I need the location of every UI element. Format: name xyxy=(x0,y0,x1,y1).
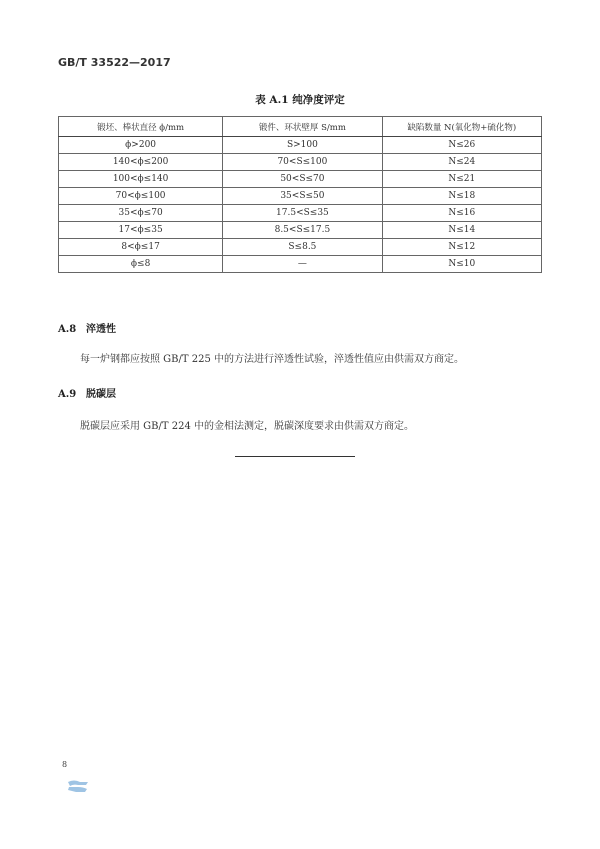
table-cell: 8<ϕ≤17 xyxy=(59,239,223,256)
section-body-a9: 脱碳层应采用 GB/T 224 中的金相法测定，脱碳深度要求由供需双方商定。 xyxy=(80,421,414,432)
table-title: 表 A.1 纯净度评定 xyxy=(255,94,345,106)
section-number: A.9 xyxy=(58,389,77,400)
table-row xyxy=(59,171,542,188)
table-row xyxy=(59,222,542,239)
table-row xyxy=(59,137,542,154)
table-row xyxy=(59,154,542,171)
table-cell: — xyxy=(223,256,382,273)
table-row xyxy=(59,239,542,256)
table-cell: 70<S≤100 xyxy=(223,154,382,171)
table-cell: 35<ϕ≤70 xyxy=(59,205,223,222)
purity-rating-table xyxy=(58,116,542,273)
section-title: 脱碳层 xyxy=(86,389,116,400)
table-cell: N≤16 xyxy=(382,205,541,222)
table-cell: 140<ϕ≤200 xyxy=(59,154,223,171)
column-header-diameter: 锻坯、棒状直径 ϕ/mm xyxy=(59,117,223,137)
column-header-defect-count: 缺陷数量 N(氧化物+硫化物) xyxy=(382,117,541,137)
table-cell: N≤14 xyxy=(382,222,541,239)
section-heading-a9 xyxy=(58,385,116,400)
section-number: A.8 xyxy=(58,324,77,335)
table-cell: N≤21 xyxy=(382,171,541,188)
section-heading-a8 xyxy=(58,320,116,335)
table-cell: 35<S≤50 xyxy=(223,188,382,205)
table-cell: N≤10 xyxy=(382,256,541,273)
table-row xyxy=(59,188,542,205)
table-cell: 70<ϕ≤100 xyxy=(59,188,223,205)
table-cell: N≤26 xyxy=(382,137,541,154)
column-header-wall-thickness: 锻件、环状壁厚 S/mm xyxy=(223,117,382,137)
logo-mark-icon xyxy=(66,778,90,794)
table-cell: 17.5<S≤35 xyxy=(223,205,382,222)
table-row xyxy=(59,256,542,273)
table-cell: ϕ≤8 xyxy=(59,256,223,273)
end-divider xyxy=(235,456,355,457)
table-cell: N≤18 xyxy=(382,188,541,205)
table-row xyxy=(59,205,542,222)
table-cell: N≤12 xyxy=(382,239,541,256)
standard-code: GB/T 33522—2017 xyxy=(58,56,171,69)
table-cell: 17<ϕ≤35 xyxy=(59,222,223,239)
table-header-row xyxy=(59,117,542,137)
table-cell: S>100 xyxy=(223,137,382,154)
table-cell: 50<S≤70 xyxy=(223,171,382,188)
section-body-a8: 每一炉钢都应按照 GB/T 225 中的方法进行淬透性试验，淬透性值应由供需双方商定。 xyxy=(80,354,464,365)
table-cell: S≤8.5 xyxy=(223,239,382,256)
table-cell: ϕ>200 xyxy=(59,137,223,154)
page-number: 8 xyxy=(62,760,68,769)
table-cell: 100<ϕ≤140 xyxy=(59,171,223,188)
table-cell: 8.5<S≤17.5 xyxy=(223,222,382,239)
section-title: 淬透性 xyxy=(86,324,116,335)
table-cell: N≤24 xyxy=(382,154,541,171)
